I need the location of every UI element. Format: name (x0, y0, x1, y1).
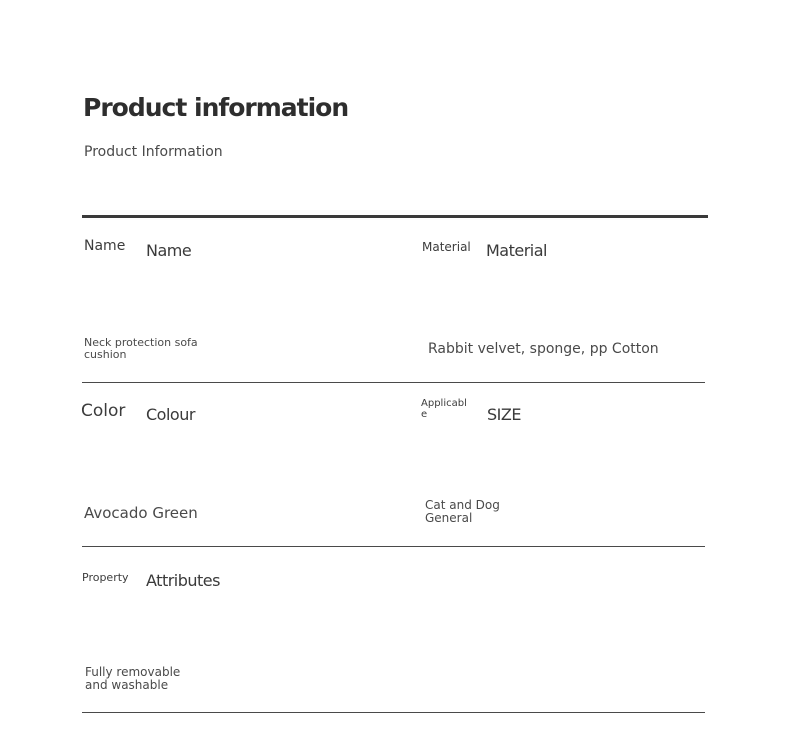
row-divider (82, 712, 705, 713)
row-divider (82, 546, 705, 547)
name-title: Name (146, 241, 192, 260)
page-subtitle: Product Information (84, 144, 223, 160)
attributes-label: Property (82, 571, 129, 584)
size-value: Cat and Dog General (425, 498, 500, 525)
color-title: Colour (146, 405, 195, 424)
color-value: Avocado Green (84, 504, 198, 522)
page-title: Product information (83, 93, 349, 122)
row-divider (82, 382, 705, 383)
material-label: Material (422, 240, 471, 254)
name-label: Name (84, 238, 126, 254)
material-value: Rabbit velvet, sponge, pp Cotton (428, 341, 659, 357)
header-divider (82, 215, 708, 218)
name-value: Neck protection sofa cushion (84, 336, 198, 361)
size-title: SIZE (487, 405, 521, 424)
color-label: Color (81, 401, 126, 421)
material-title: Material (486, 241, 547, 260)
size-label: Applicable (421, 398, 467, 420)
attributes-value: Fully removable and washable (85, 665, 181, 692)
attributes-title: Attributes (146, 571, 220, 590)
